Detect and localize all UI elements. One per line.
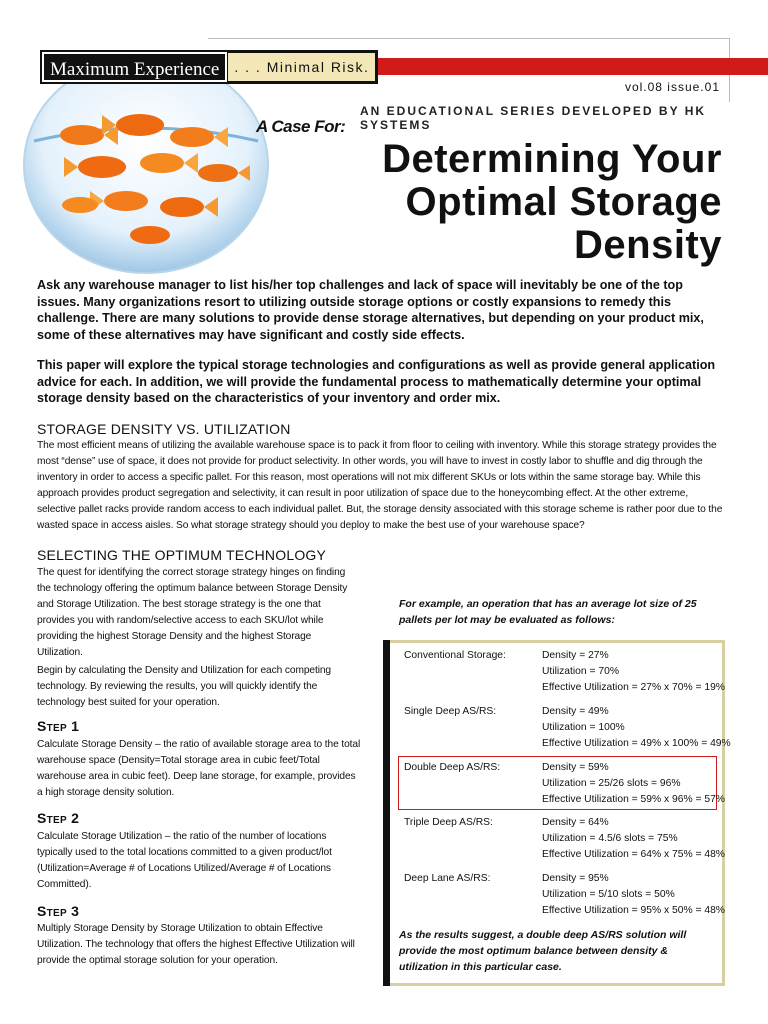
step-1-body: Calculate Storage Density – the ratio of available storage area to the total warehouse space (Density=Total storage area in cubic feet/Total warehouse area in cubic feet). Deep lane storage, for example, provides a high storage density solution. [37, 739, 361, 798]
example-intro: For example, an operation that has an average lot size of 25 pallets per lot may be evaluated as follows: [399, 598, 697, 626]
row-effective: Effective Utilization = 59% x 96% = 57% [542, 794, 725, 805]
step-2-body: Calculate Storage Utilization – the ratio of the number of locations typically used to the total locations committed to a given product/lot (Utilization=Average # of Locations Utilized/Average # of Locations Committed). [37, 831, 332, 890]
section-heading-density: STORAGE DENSITY VS. UTILIZATION [37, 421, 291, 437]
step-3-body: Multiply Storage Density by Storage Utilization to obtain Effective Utilization. The technology that offers the highest Effective Utilization will provide the optimal storage solution for your operation. [37, 923, 355, 966]
row-effective: Effective Utilization = 64% x 75% = 48% [542, 849, 725, 860]
row-utilization: Utilization = 4.5/6 slots = 75% [542, 833, 678, 844]
brand-banner [40, 50, 378, 84]
row-utilization: Utilization = 5/10 slots = 50% [542, 889, 675, 900]
intro-paragraph-2: This paper will explore the typical storage technologies and configurations as well as provide general application advice for each. In addition, we will provide the fundamental process to mathematically determine your optimal storage density based on the characteristics of your inventory and order mix. [37, 358, 716, 405]
section-body-technology: The quest for identifying the correct storage strategy hinges on finding the technology offering the optimum balance between Storage Density and Storage Utilization. The best storage strategy is the one that provides you with random/selective access to each SKU/lot while providing the highest Storage Density and the highest Storage Utilization. [37, 567, 348, 658]
row-utilization: Utilization = 70% [542, 666, 619, 677]
section-body-technology-2: Begin by calculating the Density and Utilization for each competing technology. By reviewing the results, you will quickly identify the technology best suited for your operation. [37, 665, 332, 708]
row-density: Density = 59% [542, 762, 609, 773]
goldfish-bowl-illustration [22, 55, 270, 275]
header-red-band [376, 58, 768, 75]
row-utilization: Utilization = 25/26 slots = 96% [542, 778, 681, 789]
row-density: Density = 49% [542, 706, 609, 717]
brand-main-text: Maximum Experience [42, 52, 227, 82]
section-heading-technology: SELECTING THE OPTIMUM TECHNOLOGY [37, 547, 327, 563]
row-effective: Effective Utilization = 95% x 50% = 48% [542, 905, 725, 916]
row-density: Density = 95% [542, 873, 609, 884]
row-label: Single Deep AS/RS: [404, 706, 497, 717]
example-box-accent [383, 640, 390, 986]
title-line-1: Determining Your [382, 137, 722, 181]
row-density: Density = 27% [542, 650, 609, 661]
row-density: Density = 64% [542, 817, 609, 828]
intro-paragraph-1: Ask any warehouse manager to list his/her top challenges and lack of space will inevitably be one of the top issues. Many organizations resort to utilizing outside storage options or costly expansions to remedy this challenge. There are many solutions to provide dense storage alternatives, but depending on your product mix, some of these alternatives may have significant and costly side effects. [37, 278, 704, 342]
example-conclusion: As the results suggest, a double deep AS/RS solution will provide the most optimum balance between density & utilization in this particular case. [399, 929, 687, 973]
section-body-density: The most efficient means of utilizing the available warehouse space is to pack it from floor to ceiling with inventory. While this storage strategy provides the most “dense” use of space, it does not provide for product selectivity. In other words, you will have to invest in costly labor to shuffle and dig through the inventory in order to access a specific pallet. For this reason, most operations will not mix different SKUs or lots within the same storage bay. While this approach provides product segregation and selectivity, it can result in poor utilization of space due to the honeycombing effect. At the other extreme, selective pallet racks provide random access to each individual pallet. But, the storage density associated with this storage scheme is rather poor due to the wasted space in access aisles. So what storage strategy should you deploy to make the best use of your warehouse space? [37, 440, 723, 531]
step-2-heading: Step 2 [37, 810, 80, 826]
row-effective: Effective Utilization = 27% x 70% = 19% [542, 682, 725, 693]
title-line-2: Optimal Storage [405, 180, 722, 224]
row-label: Deep Lane AS/RS: [404, 873, 491, 884]
row-label: Double Deep AS/RS: [404, 762, 501, 773]
title-line-3: Density [574, 223, 722, 267]
page-title [282, 138, 722, 267]
row-utilization: Utilization = 100% [542, 722, 625, 733]
step-1-heading: Step 1 [37, 718, 80, 734]
series-label: AN EDUCATIONAL SERIES DEVELOPED BY HK SYSTEMS [360, 104, 707, 132]
step-3-heading: Step 3 [37, 903, 80, 919]
kicker: A Case For: [256, 117, 346, 136]
issue-number: vol.08 issue.01 [624, 80, 720, 94]
row-effective: Effective Utilization = 49% x 100% = 49% [542, 738, 731, 749]
row-label: Conventional Storage: [404, 650, 506, 661]
row-label: Triple Deep AS/RS: [404, 817, 493, 828]
brand-tagline: . . . Minimal Risk. [228, 53, 375, 81]
